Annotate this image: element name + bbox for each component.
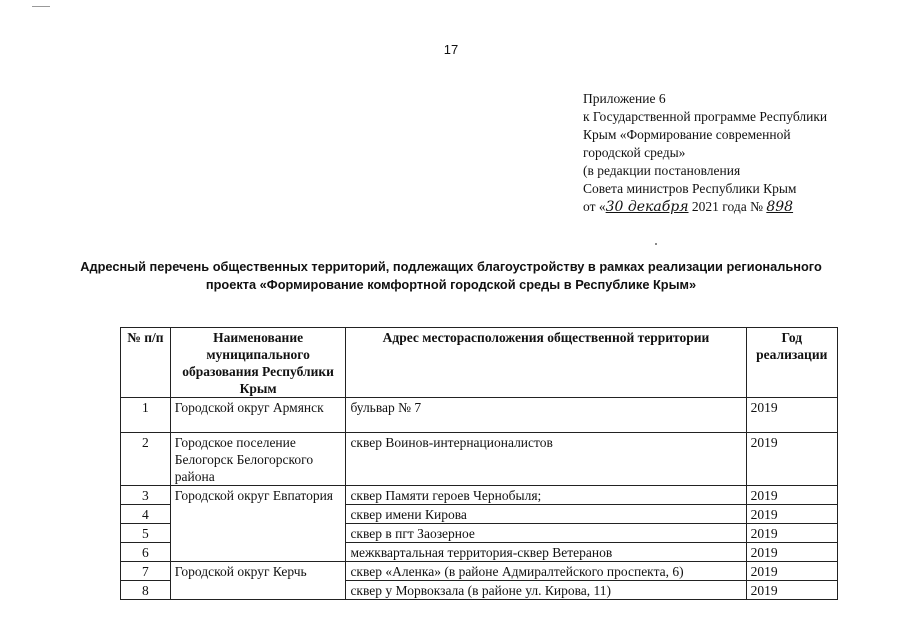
title-line: Адресный перечень общественных территорий, подлежащих благоустройству в рамках реализации регионального [80, 259, 822, 274]
row-address: сквер имени Кирова [346, 505, 746, 524]
row-address: бульвар № 7 [346, 398, 746, 433]
annex-line: к Государственной программе Республики [583, 109, 828, 124]
row-address: сквер Воинов-интернационалистов [346, 433, 746, 486]
row-address: сквер в пгт Заозерное [346, 524, 746, 543]
scan-dot [655, 243, 657, 245]
handwritten-date: 30 декабря [605, 199, 689, 215]
row-number: 6 [121, 543, 171, 562]
row-year: 2019 [746, 581, 837, 600]
territories-table [120, 327, 838, 600]
handwritten-number: 898 [766, 199, 794, 215]
document-title [40, 258, 862, 294]
row-municipality: Городской округ Евпатория [170, 486, 346, 562]
annex-line: Крым «Формирование современной [583, 127, 791, 142]
table-header-row [121, 328, 838, 398]
row-municipality: Городской округ Керчь [170, 562, 346, 600]
annex-line: городской среды» [583, 145, 686, 160]
row-year: 2019 [746, 486, 837, 505]
annex-line: (в редакции постановления [583, 163, 741, 178]
page-number: 17 [443, 42, 459, 57]
row-year: 2019 [746, 562, 837, 581]
row-number: 4 [121, 505, 171, 524]
title-line: проекта «Формирование комфортной городской среды в Республике Крым» [205, 277, 697, 292]
table-row [121, 486, 838, 505]
header-municipality: Наименование муниципального образования Республики Крым [170, 328, 346, 398]
row-year: 2019 [746, 524, 837, 543]
table-row [121, 433, 838, 486]
row-municipality: Городское поселение Белогорск Белогорского района [170, 433, 346, 486]
annex-block [583, 90, 883, 216]
row-number: 7 [121, 562, 171, 581]
row-address: сквер Памяти героев Чернобыля; [346, 486, 746, 505]
date-prefix: от « [583, 199, 606, 214]
header-address: Адрес месторасположения общественной территории [346, 328, 746, 398]
row-number: 2 [121, 433, 171, 486]
date-suffix: 2021 года № [691, 199, 763, 214]
header-number: № п/п [121, 328, 171, 398]
annex-line: Приложение 6 [583, 91, 666, 106]
row-number: 5 [121, 524, 171, 543]
annex-date-line [583, 198, 883, 216]
table-row [121, 562, 838, 581]
row-year: 2019 [746, 433, 837, 486]
row-year: 2019 [746, 398, 837, 433]
row-number: 1 [121, 398, 171, 433]
table-row [121, 398, 838, 433]
row-municipality: Городской округ Армянск [170, 398, 346, 433]
row-address: сквер у Морвокзала (в районе ул. Кирова, 11) [346, 581, 746, 600]
row-year: 2019 [746, 505, 837, 524]
header-year: Год реализации [746, 328, 837, 398]
row-number: 8 [121, 581, 171, 600]
annex-line: Совета министров Республики Крым [583, 181, 797, 196]
row-number: 3 [121, 486, 171, 505]
row-address: сквер «Аленка» (в районе Адмиралтейского проспекта, 6) [346, 562, 746, 581]
scan-mark [32, 6, 50, 7]
row-year: 2019 [746, 543, 837, 562]
row-address: межквартальная территория-сквер Ветеранов [346, 543, 746, 562]
